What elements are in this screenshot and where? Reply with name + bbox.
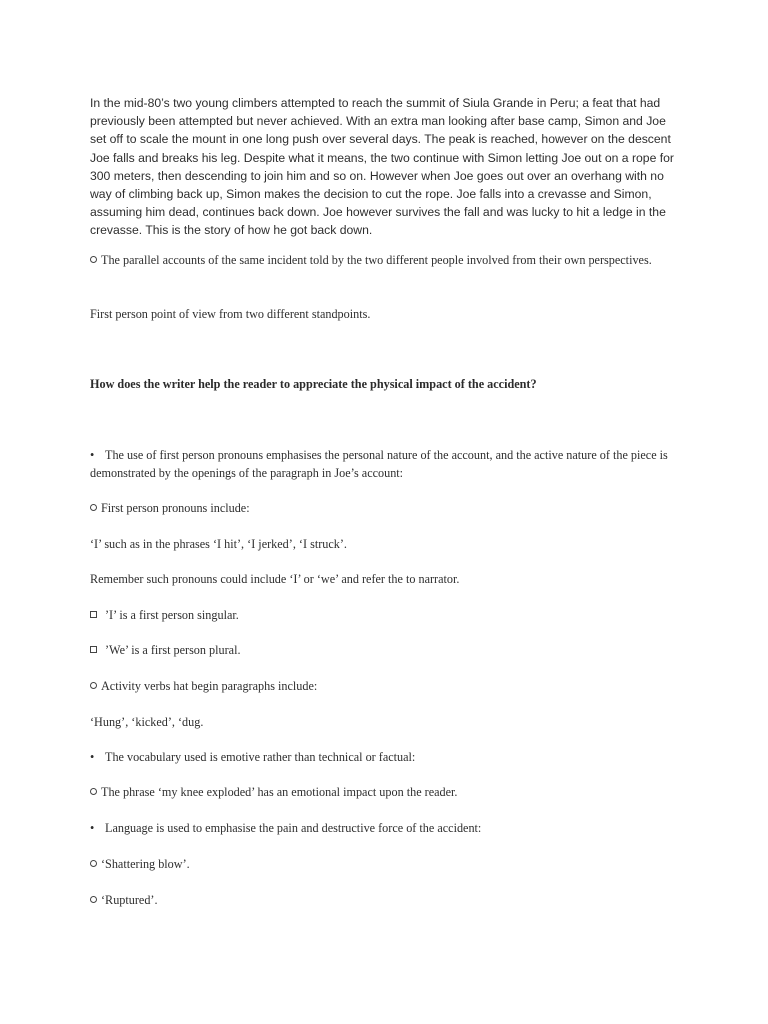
bullet-icon: • — [90, 750, 95, 764]
knee-phrase-item — [90, 783, 690, 801]
circle-bullet-icon — [90, 860, 97, 867]
knee-phrase-text: The phrase ‘my knee exploded’ has an emotional impact upon the reader. — [101, 785, 458, 799]
circle-bullet-icon — [90, 788, 97, 795]
circle-bullet-icon — [90, 256, 97, 263]
pronouns-include-item — [90, 499, 690, 517]
first-person-bullet — [90, 446, 690, 482]
verbs-example-line — [90, 713, 690, 731]
verbs-example-text: ‘Hung’, ‘kicked’, ‘dug. — [90, 715, 204, 729]
parallel-accounts-text: The parallel accounts of the same incident told by the two different people involved from their own perspectives. — [101, 253, 652, 267]
vocabulary-bullet — [90, 748, 690, 766]
plural-note-text: ’We’ is a first person plural. — [105, 643, 241, 657]
singular-note-item — [90, 606, 690, 624]
pronouns-include-text: First person pronouns include: — [101, 501, 250, 515]
shattering-item — [90, 855, 690, 873]
remember-note-text: Remember such pronouns could include ‘I’ or ‘we’ and refer the to narrator. — [90, 572, 460, 586]
first-person-bullet-text: The use of first person pronouns emphasises the personal nature of the account, and the active nature of the piece is demonstrated by the openings of the paragraph in Joe’s account: — [90, 448, 668, 480]
circle-bullet-icon — [90, 504, 97, 511]
phrases-example-line — [90, 535, 690, 553]
square-bullet-icon — [90, 611, 97, 618]
circle-bullet-icon — [90, 896, 97, 903]
question-heading: How does the writer help the reader to appreciate the physical impact of the accident? — [90, 377, 537, 391]
circle-bullet-icon — [90, 682, 97, 689]
vocabulary-bullet-text: The vocabulary used is emotive rather than technical or factual: — [105, 750, 416, 764]
bullet-icon: • — [90, 821, 95, 835]
first-person-pov-text: First person point of view from two different standpoints. — [90, 307, 371, 321]
square-bullet-icon — [90, 646, 97, 653]
language-bullet-text: Language is used to emphasise the pain and destructive force of the accident: — [105, 821, 482, 835]
ruptured-text: ‘Ruptured’. — [101, 893, 158, 907]
phrases-example-text: ‘I’ such as in the phrases ‘I hit’, ‘I jerked’, ‘I struck’. — [90, 537, 347, 551]
activity-verbs-item — [90, 677, 690, 695]
bullet-icon: • — [90, 448, 95, 462]
shattering-text: ‘Shattering blow’. — [101, 857, 190, 871]
singular-note-text: ’I’ is a first person singular. — [105, 608, 239, 622]
question-heading-block — [90, 375, 690, 393]
language-bullet — [90, 819, 690, 837]
plural-note-item — [90, 641, 690, 659]
document-page — [90, 94, 680, 254]
first-person-pov-line — [90, 305, 690, 323]
activity-verbs-text: Activity verbs hat begin paragraphs include: — [101, 679, 318, 693]
ruptured-item — [90, 891, 690, 909]
intro-paragraph: In the mid-80’s two young climbers attempted to reach the summit of Siula Grande in Peru; a feat that had previously been attempted but never achieved. With an extra man looking after base camp, Simon and Joe set off to scale the mount in one long push over several days. The peak is reached, however on the descent Joe falls and breaks his leg. Despite what it means, the two continue with Simon letting Joe out on a rope for 300 meters, then descending to join him and so on. However when Joe goes out over an overhang with no way of climbing back up, Simon makes the decision to cut the rope. Joe falls into a crevasse and Simon, assuming him dead, continues back down. Joe however survives the fall and was lucky to hit a ledge in the crevasse. This is the story of how he got back down. — [90, 96, 674, 238]
remember-note-line — [90, 570, 690, 588]
parallel-accounts-item — [90, 251, 690, 269]
